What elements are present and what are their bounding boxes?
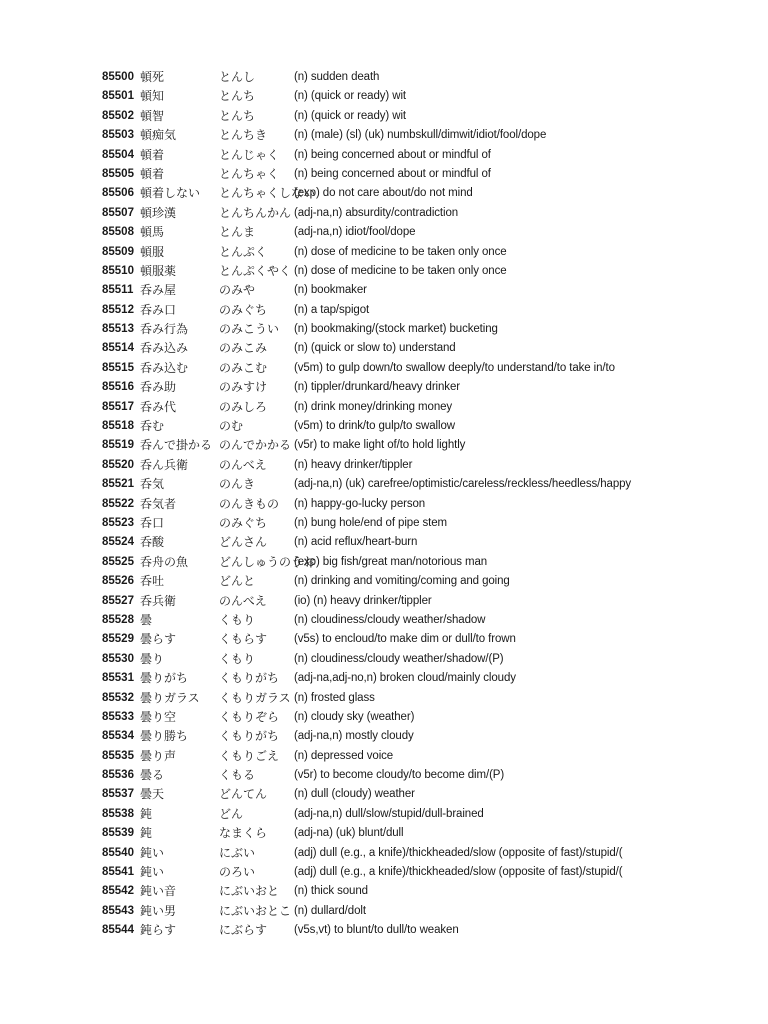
dictionary-entry-row — [102, 766, 678, 785]
entry-word: 頓着しない — [140, 186, 201, 201]
entry-number: 85523 — [102, 516, 134, 529]
entry-reading: とんぷくやく — [219, 263, 292, 278]
dictionary-entry-row — [102, 689, 678, 708]
dictionary-entry-row — [102, 514, 678, 533]
dictionary-entry-row — [102, 863, 678, 882]
entry-gloss: (n) cloudy sky (weather) — [294, 710, 415, 723]
entry-word: 頓珍漢 — [140, 205, 177, 220]
entry-reading: くもりごえ — [219, 748, 280, 763]
entry-reading: くもらす — [219, 632, 268, 647]
dictionary-entry-row — [102, 650, 678, 669]
entry-gloss: (n) (quick or ready) wit — [294, 109, 406, 122]
entry-gloss: (adj-na,n) mostly cloudy — [294, 730, 414, 743]
entry-word: 頓服 — [140, 244, 165, 259]
entry-reading: とんち — [219, 108, 256, 123]
dictionary-entry-row — [102, 611, 678, 630]
entry-gloss: (n) depressed voice — [294, 749, 394, 762]
entry-number: 85544 — [102, 924, 134, 937]
entry-gloss: (n) bookmaking/(stock market) bucketing — [294, 323, 498, 336]
entry-gloss: (n) happy-go-lucky person — [294, 497, 426, 510]
entry-reading: どん — [219, 806, 244, 821]
dictionary-entry-row — [102, 417, 678, 436]
entry-number: 85517 — [102, 400, 134, 413]
entry-word: 頓痴気 — [140, 128, 177, 143]
entry-reading: くもる — [219, 768, 256, 783]
entry-reading: のむ — [219, 419, 244, 434]
entry-number: 85506 — [102, 187, 134, 200]
entry-word: 曇天 — [140, 787, 165, 802]
entry-number: 85518 — [102, 420, 134, 433]
entry-word: 鈍らす — [140, 923, 177, 938]
entry-gloss: (n) a tap/spigot — [294, 303, 370, 316]
dictionary-entry-row — [102, 921, 678, 940]
entry-gloss: (adj-na,n) absurdity/contradiction — [294, 206, 459, 219]
entry-gloss: (n) drinking and vomiting/coming and going — [294, 575, 510, 588]
entry-gloss: (n) frosted glass — [294, 691, 375, 704]
entry-number: 85514 — [102, 342, 134, 355]
entry-word: 鈍い — [140, 865, 165, 880]
entry-reading: のんでかかる — [219, 438, 292, 453]
entry-number: 85520 — [102, 458, 134, 471]
entry-number: 85528 — [102, 613, 134, 626]
entry-number: 85505 — [102, 167, 134, 180]
entry-word: 呑み代 — [140, 399, 177, 414]
entry-reading: どんしゅうのうお — [219, 554, 316, 569]
entry-word: 頓智 — [140, 108, 165, 123]
entry-word: 呑ん兵衛 — [140, 457, 189, 472]
entry-number: 85507 — [102, 206, 134, 219]
entry-word: 曇 — [140, 612, 153, 627]
dictionary-entry-row — [102, 184, 678, 203]
entry-reading: のみすけ — [219, 380, 268, 395]
entry-reading: のんべえ — [219, 457, 267, 472]
entry-number: 85530 — [102, 652, 134, 665]
dictionary-entry-row — [102, 592, 678, 611]
entry-gloss: (n) bung hole/end of pipe stem — [294, 516, 447, 529]
entry-gloss: (adj-na,n) (uk) carefree/optimistic/careless/reckless/heedless/happy — [294, 478, 632, 491]
dictionary-entry-row — [102, 553, 678, 572]
entry-gloss: (n) dullard/dolt — [294, 904, 366, 917]
dictionary-entry-row — [102, 359, 678, 378]
entry-word: 頓知 — [140, 89, 165, 104]
entry-number: 85540 — [102, 846, 134, 859]
entry-gloss: (n) thick sound — [294, 885, 368, 898]
entry-word: 曇り空 — [140, 709, 177, 724]
dictionary-entry-row — [102, 436, 678, 455]
entry-word: 鈍い男 — [140, 903, 177, 918]
entry-number: 85525 — [102, 555, 134, 568]
dictionary-entry-row — [102, 630, 678, 649]
entry-word: 呑気者 — [140, 496, 177, 511]
dictionary-entry-row — [102, 669, 678, 688]
entry-gloss: (n) being concerned about or mindful of — [294, 148, 491, 161]
entry-word: 呑兵衛 — [140, 593, 177, 608]
entry-gloss: (v5m) to gulp down/to swallow deeply/to understand/to take in/to — [294, 361, 615, 374]
dictionary-entry-row — [102, 165, 678, 184]
entry-gloss: (n) heavy drinker/tippler — [294, 458, 413, 471]
dictionary-entry-row — [102, 824, 678, 843]
entry-word: 呑み屋 — [140, 283, 177, 298]
entry-gloss: (n) acid reflux/heart-burn — [294, 536, 418, 549]
entry-number: 85532 — [102, 691, 134, 704]
entry-reading: にぶいおと — [219, 884, 280, 899]
entry-number: 85538 — [102, 807, 134, 820]
entry-gloss: (adj-na,n) idiot/fool/dope — [294, 226, 416, 239]
entry-number: 85521 — [102, 478, 134, 491]
entry-number: 85541 — [102, 866, 134, 879]
dictionary-entry-row — [102, 456, 678, 475]
entry-word: 呑み込む — [140, 360, 189, 375]
entry-gloss: (n) dull (cloudy) weather — [294, 788, 415, 801]
entry-gloss: (n) cloudiness/cloudy weather/shadow/(P) — [294, 652, 504, 665]
dictionary-entry-row — [102, 339, 678, 358]
entry-reading: とんちゃく — [219, 166, 280, 181]
entry-reading: くもりがち — [219, 671, 280, 686]
entry-reading: とんち — [219, 89, 256, 104]
entry-gloss: (n) being concerned about or mindful of — [294, 167, 491, 180]
dictionary-entry-row — [102, 747, 678, 766]
dictionary-entry-row — [102, 785, 678, 804]
entry-number: 85539 — [102, 827, 134, 840]
dictionary-entry-row — [102, 495, 678, 514]
dictionary-entry-row — [102, 572, 678, 591]
entry-number: 85536 — [102, 769, 134, 782]
entry-word: 頓着 — [140, 147, 165, 162]
entry-reading: のみこむ — [219, 360, 268, 375]
entry-word: 曇る — [140, 768, 165, 783]
entry-number: 85529 — [102, 633, 134, 646]
entry-number: 85524 — [102, 536, 134, 549]
dictionary-entry-row — [102, 126, 678, 145]
entry-gloss: (n) drink money/drinking money — [294, 400, 453, 413]
entry-gloss: (n) (quick or ready) wit — [294, 90, 406, 103]
entry-word: 曇りガラス — [140, 690, 200, 705]
entry-reading: のみや — [219, 283, 256, 298]
entry-reading: にぶらす — [219, 923, 268, 938]
entry-word: 呑み口 — [140, 302, 177, 317]
entry-reading: とんちき — [219, 128, 268, 143]
entry-gloss: (io) (n) heavy drinker/tippler — [294, 594, 432, 607]
entry-reading: のろい — [219, 865, 256, 880]
entry-reading: とんま — [219, 225, 256, 240]
entry-number: 85527 — [102, 594, 134, 607]
entry-number: 85502 — [102, 109, 134, 122]
entry-gloss: (n) (quick or slow to) understand — [294, 342, 456, 355]
entry-number: 85504 — [102, 148, 134, 161]
entry-word: 呑口 — [140, 515, 165, 530]
entry-reading: くもりガラス — [219, 690, 291, 705]
entry-number: 85508 — [102, 226, 134, 239]
dictionary-entry-row — [102, 87, 678, 106]
entry-gloss: (n) cloudiness/cloudy weather/shadow — [294, 613, 486, 626]
entry-word: 呑気 — [140, 477, 165, 492]
entry-gloss: (v5s,vt) to blunt/to dull/to weaken — [294, 924, 459, 937]
entry-reading: とんし — [219, 70, 256, 84]
dictionary-entry-row — [102, 844, 678, 863]
entry-reading: くもりがち — [219, 729, 280, 744]
entry-reading: とんちゃくしない — [219, 186, 316, 201]
dictionary-entry-row — [102, 475, 678, 494]
entry-number: 85503 — [102, 129, 134, 142]
dictionary-entry-row — [102, 243, 678, 262]
entry-gloss: (v5m) to drink/to gulp/to swallow — [294, 420, 455, 433]
entry-reading: くもりぞら — [219, 709, 280, 724]
entry-gloss: (n) tippler/drunkard/heavy drinker — [294, 381, 460, 394]
entry-number: 85537 — [102, 788, 134, 801]
entry-reading: とんちんかん — [219, 205, 292, 220]
entry-number: 85500 — [102, 71, 134, 83]
entry-reading: のんべえ — [219, 593, 267, 608]
entry-reading: なまくら — [219, 826, 268, 841]
entry-number: 85511 — [102, 284, 134, 297]
entry-reading: とんじゃく — [219, 147, 280, 162]
entry-number: 85533 — [102, 710, 134, 723]
entry-reading: くもり — [219, 612, 256, 627]
entry-reading: のみこうい — [219, 322, 280, 337]
entry-gloss: (n) (male) (sl) (uk) numbskull/dimwit/idiot/fool/dope — [294, 129, 547, 142]
entry-word: 呑み行為 — [140, 322, 189, 337]
dictionary-entry-row — [102, 281, 678, 300]
entry-word: 鈍 — [140, 806, 153, 821]
entry-number: 85515 — [102, 361, 134, 374]
dictionary-entry-row — [102, 68, 678, 87]
entry-gloss: (exp) big fish/great man/notorious man — [294, 555, 488, 568]
entry-word: 曇り — [140, 651, 165, 666]
entry-number: 85535 — [102, 749, 134, 762]
entry-gloss: (adj-na,n) dull/slow/stupid/dull-brained — [294, 807, 484, 820]
entry-reading: のみぐち — [219, 302, 268, 317]
entry-word: 鈍 — [140, 826, 153, 841]
entry-word: 頓死 — [140, 70, 165, 84]
entry-word: 呑舟の魚 — [140, 554, 189, 569]
entry-number: 85519 — [102, 439, 134, 452]
entry-number: 85516 — [102, 381, 134, 394]
dictionary-entry-row — [102, 146, 678, 165]
entry-gloss: (n) bookmaker — [294, 284, 367, 297]
dictionary-entry-row — [102, 902, 678, 921]
dictionary-page — [102, 68, 678, 941]
entry-number: 85501 — [102, 90, 134, 103]
entry-word: 呑酸 — [140, 535, 165, 550]
entry-word: 呑む — [140, 419, 165, 434]
entry-reading: のみこみ — [219, 341, 268, 356]
entry-reading: とんぷく — [219, 244, 268, 259]
dictionary-entry-row — [102, 107, 678, 126]
entry-word: 呑み込み — [140, 341, 189, 356]
entry-reading: のみしろ — [219, 399, 268, 414]
entry-word: 曇り声 — [140, 748, 177, 763]
dictionary-entry-row — [102, 223, 678, 242]
entry-reading: のみぐち — [219, 515, 268, 530]
entry-word: 頓着 — [140, 166, 165, 181]
entry-word: 鈍い — [140, 845, 165, 860]
entry-gloss: (n) dose of medicine to be taken only once — [294, 245, 507, 258]
entry-gloss: (v5r) to become cloudy/to become dim/(P) — [294, 769, 505, 782]
entry-reading: くもり — [219, 651, 256, 666]
entry-word: 曇らす — [140, 632, 177, 647]
entry-number: 85531 — [102, 672, 134, 685]
dictionary-entry-row — [102, 320, 678, 339]
dictionary-entry-row — [102, 533, 678, 552]
entry-reading: のんき — [219, 477, 256, 492]
entry-gloss: (exp) do not care about/do not mind — [294, 187, 473, 200]
entry-gloss: (adj-na) (uk) blunt/dull — [294, 827, 404, 840]
dictionary-entry-row — [102, 708, 678, 727]
entry-word: 呑吐 — [140, 574, 165, 589]
dictionary-entry-row — [102, 204, 678, 223]
entry-word: 呑み助 — [140, 380, 177, 395]
dictionary-entry-row — [102, 398, 678, 417]
entry-number: 85542 — [102, 885, 134, 898]
entry-word: 頓服薬 — [140, 263, 177, 278]
entry-gloss: (adj) dull (e.g., a knife)/thickheaded/slow (opposite of fast)/stupid/( — [294, 866, 623, 879]
entry-number: 85512 — [102, 303, 134, 316]
entry-number: 85513 — [102, 323, 134, 336]
entry-gloss: (n) dose of medicine to be taken only once — [294, 264, 507, 277]
entry-gloss: (v5r) to make light of/to hold lightly — [294, 439, 466, 452]
entry-number: 85510 — [102, 264, 134, 277]
entry-number: 85543 — [102, 904, 134, 917]
entry-gloss: (n) sudden death — [294, 71, 380, 83]
entry-number: 85526 — [102, 575, 134, 588]
entry-reading: にぶい — [219, 845, 256, 860]
entry-word: 曇りがち — [140, 671, 189, 686]
dictionary-entry-row — [102, 301, 678, 320]
entry-gloss: (adj) dull (e.g., a knife)/thickheaded/slow (opposite of fast)/stupid/( — [294, 846, 623, 859]
entry-reading: どんてん — [219, 787, 268, 802]
dictionary-entry-row — [102, 727, 678, 746]
entry-reading: のんきもの — [219, 496, 280, 511]
entry-word: 曇り勝ち — [140, 729, 189, 744]
dictionary-entry-row — [102, 805, 678, 824]
entry-gloss: (adj-na,adj-no,n) broken cloud/mainly cloudy — [294, 672, 516, 685]
entry-number: 85534 — [102, 730, 134, 743]
entry-gloss: (v5s) to encloud/to make dim or dull/to frown — [294, 633, 516, 646]
entry-reading: にぶいおとこ — [219, 903, 292, 918]
entry-reading: どんと — [219, 574, 256, 589]
entry-number: 85522 — [102, 497, 134, 510]
dictionary-entry-row — [102, 882, 678, 901]
entry-word: 呑んで掛かる — [140, 438, 213, 453]
entry-word: 頓馬 — [140, 225, 165, 240]
entry-number: 85509 — [102, 245, 134, 258]
dictionary-entry-row — [102, 378, 678, 397]
dictionary-entry-row — [102, 262, 678, 281]
entry-word: 鈍い音 — [140, 884, 177, 899]
entry-reading: どんさん — [219, 535, 268, 550]
